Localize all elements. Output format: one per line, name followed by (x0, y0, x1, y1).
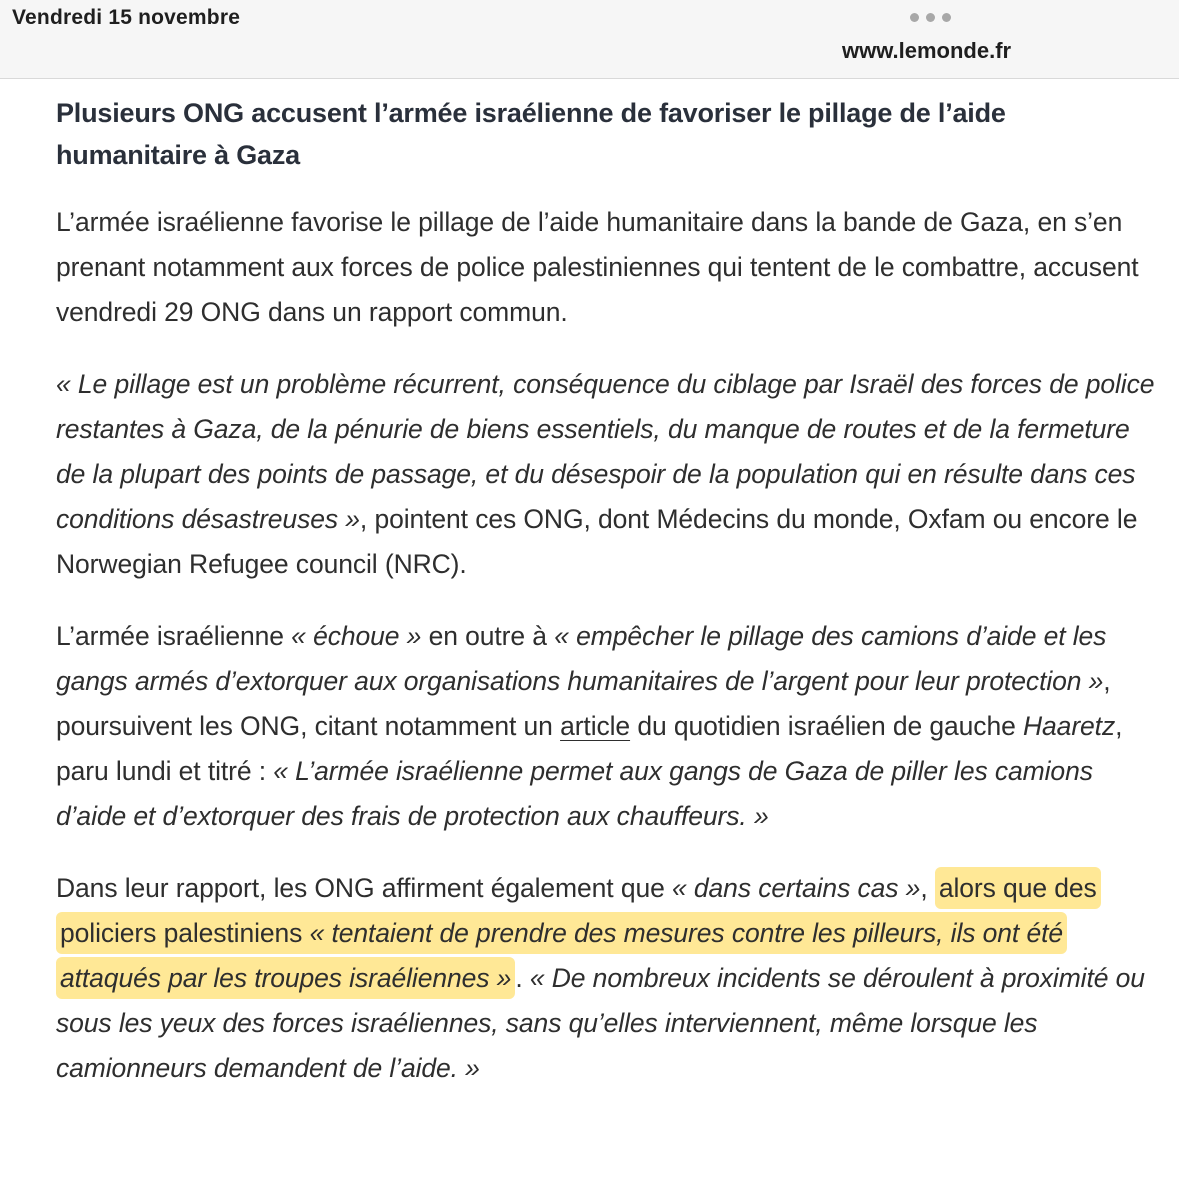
quote: « échoue » (291, 621, 422, 651)
paragraph-2 (56, 362, 1156, 587)
article-title: Plusieurs ONG accusent l’armée israélienne de favoriser le pillage de l’aide humanitaire à Gaza (56, 98, 1006, 170)
paragraph-1: L’armée israélienne favorise le pillage de l’aide humanitaire dans la bande de Gaza, en s’en prenant notamment aux forces de police palestiniennes qui tentent de le combattre, accusent vendredi 29 ONG dans un rapport commun. (56, 207, 1139, 327)
dot (942, 13, 951, 22)
url-label[interactable]: www.lemonde.fr (842, 38, 1012, 63)
quote: « De nombreux incidents se déroulent à proximité ou sous les yeux des forces israéliennes, sans qu’elles interviennent, même lorsque les camionneurs demandent de l’aide. » (56, 963, 1145, 1083)
quote: « Le pillage est un problème récurrent, conséquence du ciblage par Israël des forces de police restantes à Gaza, de la pénurie de biens essentiels, du manque de routes et de la fermeture de la plupart des points de passage, et du désespoir de la population qui en résulte dans ces conditions désastreuses » (56, 369, 1155, 534)
text: en outre à (421, 621, 555, 651)
quote: « dans certains cas » (672, 873, 921, 903)
text: , poursuivent les ONG, citant notamment un (56, 666, 1111, 741)
quote: « tentaient de prendre des mesures contre les pilleurs, ils ont été attaqués par les troupes israéliennes » (60, 918, 1063, 993)
newspaper-name: Haaretz (1023, 711, 1116, 741)
dot (910, 13, 919, 22)
dot (926, 13, 935, 22)
paragraph-3 (56, 614, 1156, 839)
more-dots-icon[interactable] (910, 13, 951, 22)
quote: « L’armée israélienne permet aux gangs de Gaza de piller les camions d’aide et d’extorquer des frais de protection aux chauffeurs. » (56, 756, 1093, 831)
text: . (515, 963, 530, 993)
text: , (920, 873, 935, 903)
text: Dans leur rapport, les ONG affirment également que (56, 873, 672, 903)
quote: « empêcher le pillage des camions d’aide et les gangs armés d’extorquer aux organisations humanitaires de l’argent pour leur protection » (56, 621, 1107, 696)
text: alors que des policiers palestiniens (60, 873, 1097, 948)
article-body (56, 92, 1156, 1091)
text: L’armée israélienne (56, 621, 292, 651)
article-link[interactable]: article (560, 711, 631, 741)
date-label: Vendredi 15 novembre (12, 6, 241, 29)
text: , paru lundi et titré : (56, 711, 1123, 786)
browser-top-bar (0, 0, 1179, 79)
text: du quotidien israélien de gauche (630, 711, 1023, 741)
paragraph-4 (56, 866, 1156, 1091)
text: , pointent ces ONG, dont Médecins du monde, Oxfam ou encore le Norwegian Refugee council (NRC). (56, 504, 1138, 579)
